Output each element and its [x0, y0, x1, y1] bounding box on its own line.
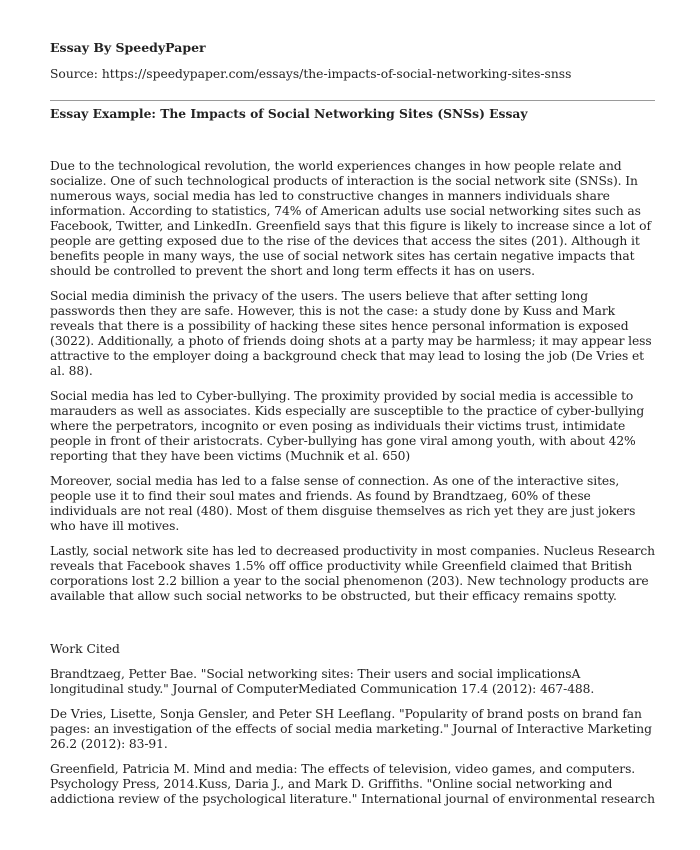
citation-entry: Brandtzaeg, Petter Bae. "Social networking sites: Their users and social implicationsA longitudinal study." Journal of ComputerMediated Communication 17.4 (2012): 467-488.: [50, 667, 595, 696]
paragraph: Due to the technological revolution, the world experiences changes in how people relate and socialize. One of such technological products of interaction is the social network site (SNSs). In numerous ways, social media has led to constructive changes in manners individuals share information. According to statistics, 74% of American adults use social networking sites such as Facebook, Twitter, and LinkedIn. Greenfield says that this figure is likely to increase since a lot of people are getting exposed due to the rise of the devices that access the sites (201). Although it benefits people in many ways, the use of social network sites has certain negative impacts that should be controlled to prevent the short and long term effects it has on users.: [50, 159, 651, 278]
works-cited-list: [50, 667, 655, 807]
essay-title: Essay Example: The Impacts of Social Networking Sites (SNSs) Essay: [50, 106, 528, 121]
document-page: [50, 40, 655, 817]
document-heading: Essay By SpeedyPaper: [50, 40, 206, 55]
citation-entry: De Vries, Lisette, Sonja Gensler, and Peter SH Leeflang. "Popularity of brand posts on brand fan pages: an investigation of the effects of social media marketing." Journal of Interactive Marketing 26.2 (2012): 83-91.: [50, 707, 652, 751]
source-line: Source: https://speedypaper.com/essays/the-impacts-of-social-networking-sites-snss: [50, 67, 572, 81]
essay-body: [50, 159, 655, 604]
paragraph: Social media diminish the privacy of the users. The users believe that after setting long passwords then they are safe. However, this is not the case: a study done by Kuss and Mark reveals that there is a possibility of hacking these sites hence personal information is exposed (3022). Additionally, a photo of friends doing shots at a party may be harmless; it may appear less attractive to the employer doing a background check that may lead to losing the job (De Vries et al. 88).: [50, 289, 652, 378]
divider: [50, 100, 655, 101]
paragraph: Social media has led to Cyber-bullying. The proximity provided by social media is accessible to marauders as well as associates. Kids especially are susceptible to the practice of cyber-bullying where the perpetrators, incognito or even posing as individuals their victims trust, intimidate people in front of their aristocrats. Cyber-bullying has gone viral among youth, with about 42% reporting that they have been victims (Muchnik et al. 650): [50, 389, 645, 463]
paragraph: Lastly, social network site has led to decreased productivity in most companies. Nucleus Research reveals that Facebook shaves 1.5% off office productivity while Greenfield claimed that British corporations lost 2.2 billion a year to the social phenomenon (203). New technology products are available that allow such social networks to be obstructed, but their efficacy remains spotty.: [50, 544, 655, 603]
paragraph: Moreover, social media has led to a false sense of connection. As one of the interactive sites, people use it to find their soul mates and friends. As found by Brandtzaeg, 60% of these individuals are not real (480). Most of them disguise themselves as rich yet they are just jokers who have ill motives.: [50, 474, 636, 533]
works-cited-heading: Work Cited: [50, 642, 120, 656]
citation-entry: Greenfield, Patricia M. Mind and media: The effects of television, video games, and computers. Psychology Press, 2014.Kuss, Daria J., and Mark D. Griffiths. "Online social networking and addictiona review of the psychological literature." International journal of environmental research: [50, 762, 655, 806]
